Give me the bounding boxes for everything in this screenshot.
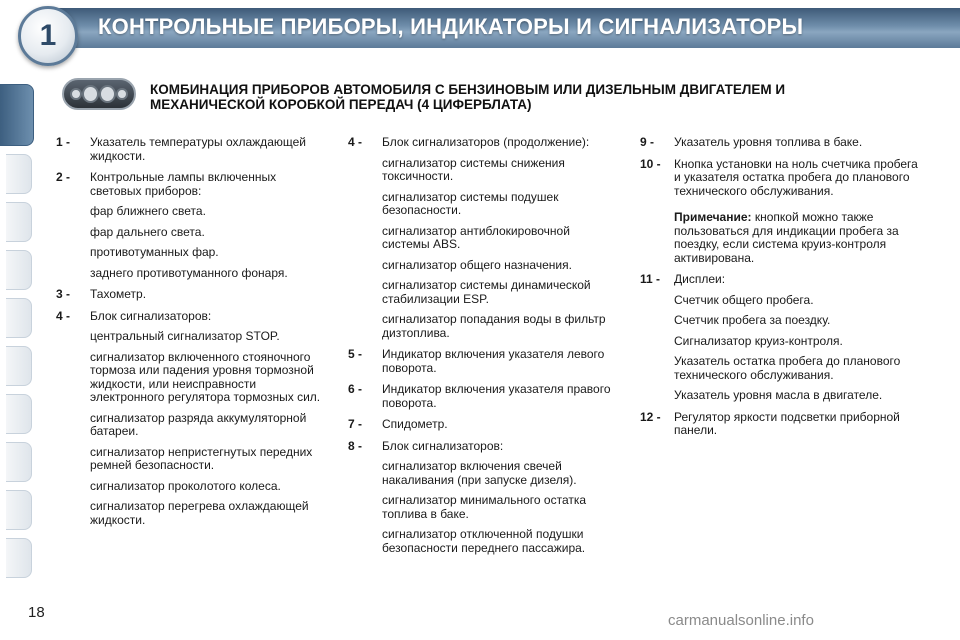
gauge-icon [99, 85, 116, 103]
legend-text [90, 171, 328, 280]
legend-number: 3 - [56, 287, 71, 301]
legend-text [382, 348, 618, 375]
chapter-number: 1 [39, 19, 57, 52]
legend-number: 8 - [348, 438, 363, 453]
column-right [640, 136, 920, 446]
chapter-tab-strip [0, 70, 36, 580]
legend-line: Контрольные лампы включенных световых приборов: [90, 170, 277, 198]
legend-line: Указатель уровня топлива в баке. [674, 135, 863, 149]
legend-line: Индикатор включения указателя левого поворота. [382, 347, 605, 375]
chapter-tab[interactable] [6, 442, 32, 482]
legend-line: Блок сигнализаторов: [90, 308, 212, 323]
legend-line: противотуманных фар. [90, 245, 219, 259]
legend-entry [640, 273, 920, 403]
legend-line: сигнализатор включения свечей накаливания (при запуске дизеля). [382, 459, 577, 487]
legend-text [90, 310, 328, 528]
legend-line: Указатель уровня масла в двигателе. [674, 388, 883, 402]
legend-line: Дисплеи: [674, 272, 726, 286]
legend-line: Блок сигнализаторов (продолжение): [382, 135, 590, 149]
legend-entry [640, 411, 920, 438]
note-label: Примечание: [674, 210, 752, 224]
legend-text [674, 273, 920, 403]
legend-line: Спидометр. [382, 417, 448, 431]
legend-text [382, 383, 618, 410]
legend-line: сигнализатор минимального остатка топлива в баке. [382, 493, 587, 521]
chapter-tab[interactable] [6, 394, 32, 434]
legend-number: 1 - [56, 135, 71, 149]
legend-line: сигнализатор включенного стояночного тормоза или падения уровня тормозной жидкости, или неисправности электронного регулятора тормозных сил. [90, 349, 321, 404]
chapter-tab[interactable] [6, 538, 32, 578]
page-number: 18 [28, 604, 45, 621]
legend-number: 11 - [640, 272, 661, 286]
legend-line: Указатель остатка пробега до планового технического обслуживания. [674, 354, 901, 382]
legend-line: заднего противотуманного фонаря. [90, 265, 288, 280]
legend-entry [640, 158, 920, 266]
legend-text [382, 440, 618, 556]
legend-line: Блок сигнализаторов: [382, 438, 504, 453]
legend-line: Указатель температуры охлаждающей жидкости. [90, 135, 306, 163]
chapter-tab[interactable] [6, 154, 32, 194]
instrument-cluster-icon [62, 78, 136, 110]
section-heading [150, 82, 890, 112]
gauge-icon [70, 88, 82, 100]
legend-text [382, 136, 618, 340]
legend-line: сигнализатор системы снижения токсичности. [382, 155, 565, 183]
column-middle [348, 136, 618, 563]
legend-line: центральный сигнализатор STOP. [90, 329, 280, 343]
legend-line: сигнализатор перегрева охлаждающей жидкости. [90, 499, 309, 527]
chapter-title: КОНТРОЛЬНЫЕ ПРИБОРЫ, ИНДИКАТОРЫ И СИГНАЛИЗАТОРЫ [98, 14, 804, 39]
legend-entry [640, 136, 920, 150]
legend-line: сигнализатор антиблокировочной системы ABS. [382, 223, 570, 251]
column-left [56, 136, 328, 535]
legend-number: 6 - [348, 382, 363, 396]
legend-entry [348, 348, 618, 375]
legend-line: Индикатор включения указателя правого поворота. [382, 382, 611, 410]
legend-number: 2 - [56, 170, 71, 184]
chapter-tab[interactable] [6, 298, 32, 338]
legend-line: Тахометр. [90, 287, 147, 301]
legend-entry [56, 136, 328, 163]
legend-number: 9 - [640, 135, 655, 149]
legend-text [90, 136, 328, 163]
legend-line: сигнализатор попадания воды в фильтр дизтоплива. [382, 312, 606, 340]
chapter-tab[interactable] [6, 202, 32, 242]
chapter-number-badge [18, 6, 78, 66]
legend-line: сигнализатор отключенной подушки безопасности переднего пассажира. [382, 527, 586, 555]
legend-number: 5 - [348, 347, 363, 361]
chapter-tab[interactable] [6, 346, 32, 386]
section-heading-line: МЕХАНИЧЕСКОЙ КОРОБКОЙ ПЕРЕДАЧ (4 ЦИФЕРБЛАТА) [150, 97, 532, 112]
legend-line: Счетчик общего пробега. [674, 292, 814, 307]
legend-entry [348, 136, 618, 340]
note [674, 211, 920, 265]
gauge-icon [116, 88, 128, 100]
chapter-tab-active[interactable] [0, 84, 34, 146]
legend-line: Счетчик пробега за поездку. [674, 313, 831, 327]
legend-line: фар дальнего света. [90, 224, 205, 239]
legend-number: 4 - [348, 135, 363, 149]
legend-text [674, 411, 920, 438]
legend-text [674, 136, 920, 150]
legend-line: фар ближнего света. [90, 204, 206, 218]
legend-number: 12 - [640, 409, 661, 424]
page-header [0, 0, 960, 60]
legend-line: сигнализатор разряда аккумуляторной батареи. [90, 410, 307, 438]
legend-line: Кнопка установки на ноль счетчика пробега и указателя остатка пробега до планового технического обслуживания. [674, 156, 918, 198]
legend-line: Регулятор яркости подсветки приборной панели. [674, 409, 900, 437]
legend-line: сигнализатор системы динамической стабилизации ESP. [382, 278, 591, 306]
watermark: carmanualsonline.info [668, 612, 814, 629]
legend-line: сигнализатор системы подушек безопасности. [382, 189, 559, 217]
legend-entry [348, 383, 618, 410]
legend-entry [56, 171, 328, 280]
gauge-icon [82, 85, 99, 103]
legend-text [674, 158, 920, 266]
legend-number: 10 - [640, 156, 661, 171]
legend-number: 4 - [56, 308, 71, 323]
note-text: кнопкой можно также пользоваться для индикации пробега за поездку, если система круиз-контроля активирована. [674, 210, 899, 265]
chapter-tab[interactable] [6, 250, 32, 290]
section-heading-line: КОМБИНАЦИЯ ПРИБОРОВ АВТОМОБИЛЯ С БЕНЗИНОВЫМ ИЛИ ДИЗЕЛЬНЫМ ДВИГАТЕЛЕМ И [150, 82, 786, 97]
legend-entry [348, 440, 618, 556]
legend-line: сигнализатор проколотого колеса. [90, 478, 281, 493]
legend-text [90, 288, 328, 302]
legend-entry [56, 288, 328, 302]
legend-text [382, 418, 618, 432]
legend-number: 7 - [348, 417, 363, 431]
legend-entry [56, 310, 328, 528]
chapter-tab[interactable] [6, 490, 32, 530]
legend-entry [348, 418, 618, 432]
legend-line: Сигнализатор круиз-контроля. [674, 333, 843, 348]
legend-line: сигнализатор общего назначения. [382, 257, 572, 272]
legend-line: сигнализатор непристегнутых передних ремней безопасности. [90, 444, 313, 472]
